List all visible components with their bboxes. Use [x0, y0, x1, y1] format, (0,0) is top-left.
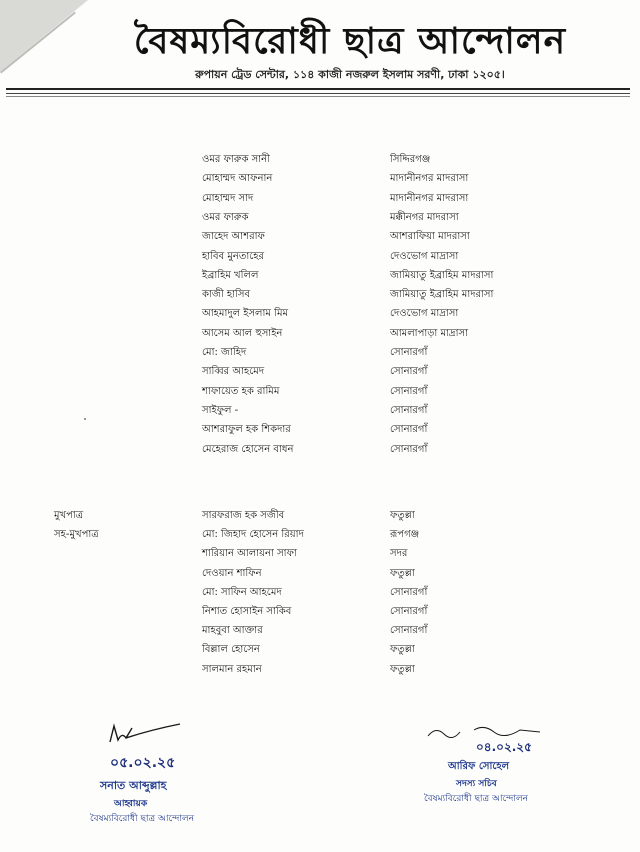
row-name: মোহাম্মদ আফনান: [202, 173, 273, 185]
list-row: [0, 623, 640, 643]
signatory-org-right: বৈষম্যবিরোধী ছাত্র আন্দোলন: [424, 794, 529, 804]
row-name: দেওয়ান শাফিন: [202, 567, 262, 579]
signature-scribble-right: [424, 722, 544, 740]
row-name: আহমাদুল ইসলাম মিম: [202, 308, 289, 320]
row-place: সিদ্দিরগঞ্জ: [390, 154, 431, 165]
list-row: [0, 642, 640, 662]
row-place: সোনারগাঁ: [390, 366, 428, 378]
row-role: মুখপাত্র: [54, 510, 84, 521]
row-name: হাবিব মুনতাহের: [202, 250, 265, 262]
row-name: মো: সাফিন আহমেদ: [202, 586, 282, 598]
row-place: সোনারগাঁ: [390, 385, 428, 397]
row-name: শারিয়ান আলায়না সাফা: [202, 548, 297, 560]
row-place: ফতুল্লা: [390, 510, 415, 521]
list-row: [0, 422, 640, 442]
list-row: [0, 527, 640, 547]
signature-date-left: ০৫.০২.২৫: [110, 755, 176, 771]
list-row: [0, 326, 640, 346]
row-name: মো: জাহিদ: [202, 347, 247, 358]
row-name: নিশাত হোসাইন সাকিব: [202, 606, 292, 617]
row-place: দেওভোগ মাদ্রাসা: [390, 308, 459, 320]
row-name: জাহেদ আশরাফ: [202, 231, 265, 243]
row-name: সারফরাজ হক সজীব: [202, 510, 285, 521]
list-row: [0, 152, 640, 172]
row-place: মাদানীনগর মাদরাসা: [390, 192, 469, 204]
signatory-name-right: আরিফ সোহেল: [448, 761, 510, 772]
row-name: সাব্বির আহমেদ: [202, 366, 265, 378]
row-place: জামিয়াতু ইব্রাহিম মাদরাসা: [390, 269, 494, 281]
signatory-designation-left: আহ্বায়ক: [114, 799, 148, 809]
list-row: [0, 442, 640, 462]
row-place: সোনারগাঁ: [390, 625, 428, 637]
row-place: সোনারগাঁ: [390, 347, 428, 358]
row-name: মাহবুবা আক্তার: [202, 625, 263, 637]
row-place: সোনারগাঁ: [390, 404, 428, 416]
list-row: [0, 171, 640, 191]
row-name: মোহাম্মদ সাদ: [202, 192, 254, 204]
letterhead-title: বৈষম্যবিরোধী ছাত্র আন্দোলন: [133, 21, 567, 62]
row-place: ফতুল্লা: [390, 663, 415, 675]
row-name: মেহেরাজ হোসেন বাধন: [202, 443, 294, 455]
list-row: [0, 210, 640, 230]
signatory-name-left: সনাত আব্দুল্লাহ: [100, 779, 167, 792]
list-row: [0, 287, 640, 307]
letterhead-address: রুপায়ন ট্রেড সেন্টার, ১১৪ কাজী নজরুল ইসলাম সরণী, ঢাকা ১২০৫।: [195, 68, 505, 81]
row-name: ওমর ফারুক সানী: [202, 154, 270, 165]
list-row: [0, 508, 640, 528]
row-name: মো: জিহাদ হোসেন রিয়াদ: [202, 529, 304, 541]
row-place: জামিয়াতু ইব্রাহিম মাদরাসা: [390, 289, 494, 301]
row-name: সালমান রহমান: [202, 663, 262, 675]
list-row: [0, 403, 640, 423]
list-row: [0, 345, 640, 365]
header-divider-faint: [6, 96, 630, 97]
row-name: শাফায়েত হক রামিম: [202, 385, 280, 397]
row-name: সাইফুল -: [202, 404, 239, 416]
row-place: ফতুল্লা: [390, 567, 415, 579]
list-row: [0, 249, 640, 269]
list-row: [0, 662, 640, 682]
list-row: [0, 566, 640, 586]
header-divider: [6, 88, 630, 90]
list-row: [0, 191, 640, 211]
row-place: মক্কীনগর মাদরাসা: [390, 211, 459, 223]
row-name: ওমর ফারুক: [202, 211, 249, 223]
signatory-designation-right: সদস্য সচিব: [456, 779, 497, 789]
row-place: আশরাফিয়া মাদরাসা: [390, 231, 470, 243]
row-name: ইব্রাহিম খলিল: [202, 269, 259, 281]
stray-mark: [84, 418, 86, 420]
list-row: [0, 585, 640, 605]
row-name: বিল্লাল হোসেন: [202, 644, 260, 656]
list-row: [0, 546, 640, 566]
row-name: আসেম আল হুসাইন: [202, 327, 283, 339]
list-row: [0, 604, 640, 624]
row-place: ফতুল্লা: [390, 644, 415, 656]
row-name: আশরাফুল হক শিকদার: [202, 424, 291, 436]
row-place: সোনারগাঁ: [390, 443, 428, 455]
row-place: দেওভোগ মাদ্রাসা: [390, 250, 459, 262]
signature-block-left: [90, 720, 260, 826]
row-place: রূপগঞ্জ: [390, 529, 420, 541]
row-place: সোনারগাঁ: [390, 424, 428, 436]
list-row: [0, 384, 640, 404]
row-place: আমলাপাড়া মাদ্রাসা: [390, 327, 468, 339]
signature-date-right: ০৪.০২.২৫: [476, 740, 532, 754]
row-place: সোনারগাঁ: [390, 606, 428, 617]
list-row: [0, 306, 640, 326]
header-divider-thin: [6, 93, 630, 94]
row-place: মাদানীনগর মাদরাসা: [390, 173, 469, 185]
signature-scribble-left: [100, 720, 190, 748]
list-row: [0, 364, 640, 384]
list-row: [0, 268, 640, 288]
list-row: [0, 229, 640, 249]
row-place: সোনারগাঁ: [390, 586, 428, 598]
row-name: কাজী হাসিব: [202, 289, 251, 301]
row-role: সহ-মুখপাত্র: [54, 529, 99, 541]
signatory-org-left: বৈষম্যবিরোধী ছাত্র আন্দোলন: [90, 814, 195, 824]
row-place: সদর: [390, 548, 408, 560]
signature-block-right: [424, 722, 604, 806]
